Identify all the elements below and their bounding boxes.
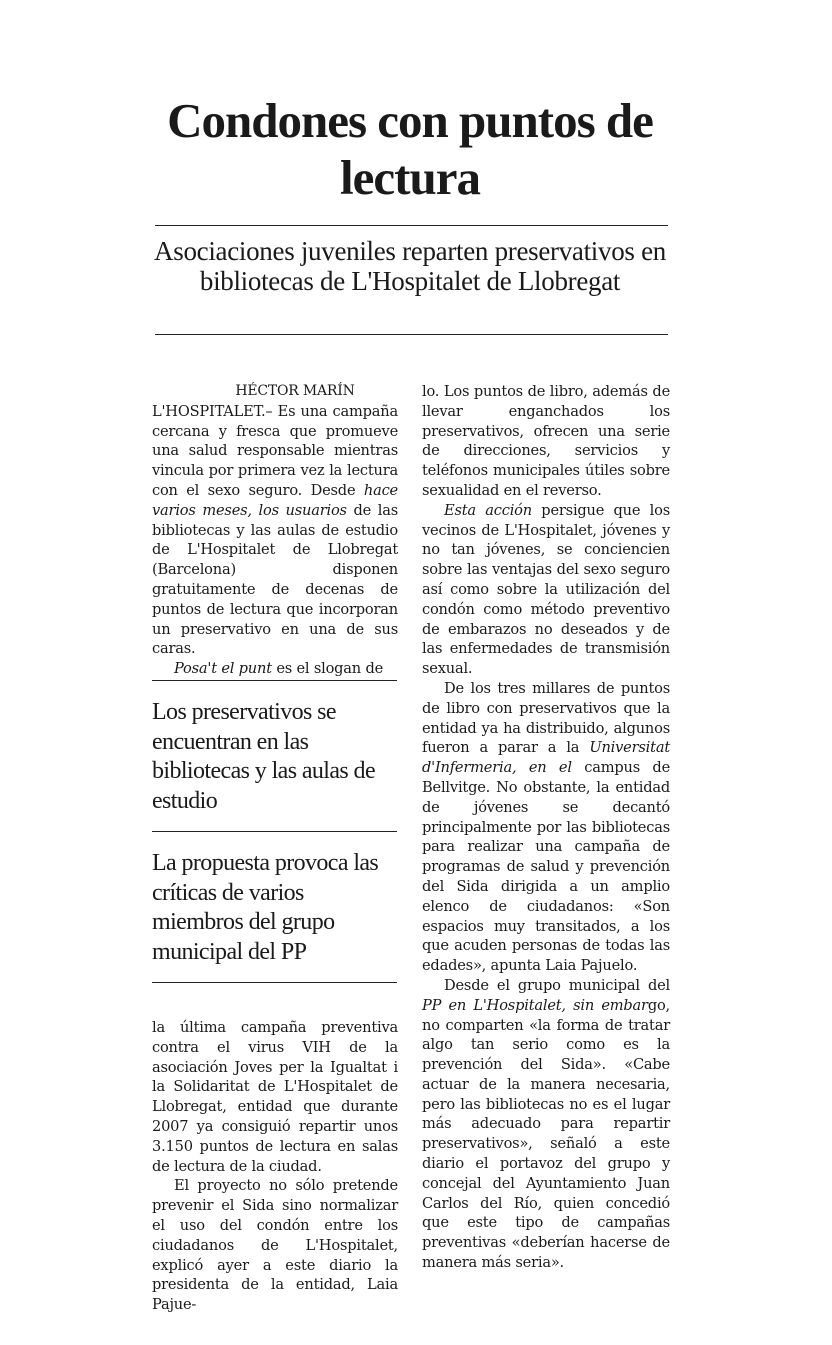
column-1-bottom: [152, 1018, 398, 1315]
text-segment: De los tres millares de puntos de libro con preservativos que la entidad ya ha distribuido, algunos fueron a parar a la: [422, 679, 670, 757]
text-segment-italic: PP en L'Hospitalet, sin embar: [422, 996, 648, 1014]
rule-under-subheadline: [155, 334, 668, 335]
paragraph-6: [422, 501, 670, 679]
byline: HÉCTOR MARÍN: [235, 383, 355, 399]
paragraph-2: [152, 659, 398, 679]
rule-above-pull-quote-1: [152, 680, 397, 681]
rule-between-pull-quotes: [152, 831, 397, 832]
headline: Condones con puntos de lectura: [167, 93, 653, 205]
text-segment-italic: Esta acción: [444, 501, 532, 519]
subheadline: Asociaciones juveniles reparten preservativos en bibliotecas de L'Hospitalet de Llobregat: [154, 236, 666, 296]
paragraph-3: la última campaña preventiva contra el virus VIH de la asociación Joves per la Igualtat i la Solidaritat de L'Hospitalet de Llobregat, entidad que durante 2007 ya consiguió repartir unos 3.150 puntos de lectura en salas de lectura de la ciudad.: [152, 1019, 398, 1175]
text-segment: Es una campaña cercana y fresca que promueve una salud responsable mientras vincula por primera vez la lectura con el sexo seguro. Desde: [152, 402, 398, 499]
pull-quote-2: La propuesta provoca las críticas de varios miembros del grupo municipal del PP: [152, 850, 379, 965]
pull-quote-1: Los preservativos se encuentran en las bibliotecas y las aulas de estudio: [152, 699, 375, 814]
paragraph-8: [422, 976, 670, 1273]
column-1-top: [152, 382, 398, 679]
text-segment: persigue que los vecinos de L'Hospitalet, jóvenes y no tan jóvenes, se conciencien sobre las ventajas del sexo seguro así como sobre la utilización del condón como método preventivo de embarazos no deseados y de las enfermedades de transmisión sexual.: [422, 501, 670, 678]
text-segment-italic: Universitat d'Infermeria, en el: [422, 739, 670, 777]
text-segment: go, no comparten «la forma de tratar algo tan serio como es la prevención del Sida». «Cabe actuar de la manera necesaria, pero las bibliotecas no es el lugar más adecuado para repartir preservativos», señaló a este diario el portavoz del grupo y concejal del Ayuntamiento Juan Carlos del Río, quien concedió que este tipo de campañas preventivas «deberían hacerse de manera más seria».: [422, 996, 670, 1272]
text-segment: Desde el grupo municipal del: [444, 976, 670, 994]
rule-below-pull-quote-2: [152, 982, 397, 983]
text-segment-italic: hace varios meses, los usuarios: [152, 481, 398, 519]
text-segment: de las bibliotecas y las aulas de estudio de L'Hospitalet de Llobregat (Barcelona) disponen gratuitamente de decenas de puntos de lectura que incorporan un preservativo en una de sus caras.: [152, 501, 398, 658]
paragraph-4: El proyecto no sólo pretende prevenir el Sida sino normalizar el uso del condón entre los ciudadanos de L'Hospitalet, explicó ayer a este diario la presidenta de la entidad, Laia Pajue-: [152, 1177, 398, 1314]
column-2: [422, 382, 670, 1273]
text-segment: es el slogan de: [271, 660, 384, 678]
text-segment: campus de Bellvitge. No obstante, la entidad de jóvenes se decantó principalmente por las bibliotecas para realizar una campaña de programas de salud y prevención del Sida dirigida a un amplio elenco de ciudadanos: «Son espacios muy transitados, a los que acuden personas de todas las edades», apunta Laia Pajuelo.: [422, 759, 671, 975]
paragraph-5: lo. Los puntos de libro, además de llevar enganchados los preservativos, ofrecen una serie de direcciones, servicios y teléfonos municipales útiles sobre sexualidad en el reverso.: [422, 383, 670, 499]
paragraph-7: [422, 679, 670, 976]
text-segment-italic: Posa't el punt: [174, 660, 272, 678]
paragraph-1: [152, 402, 398, 659]
rule-under-headline: [155, 225, 668, 226]
dateline: L'HOSPITALET.–: [152, 402, 273, 420]
